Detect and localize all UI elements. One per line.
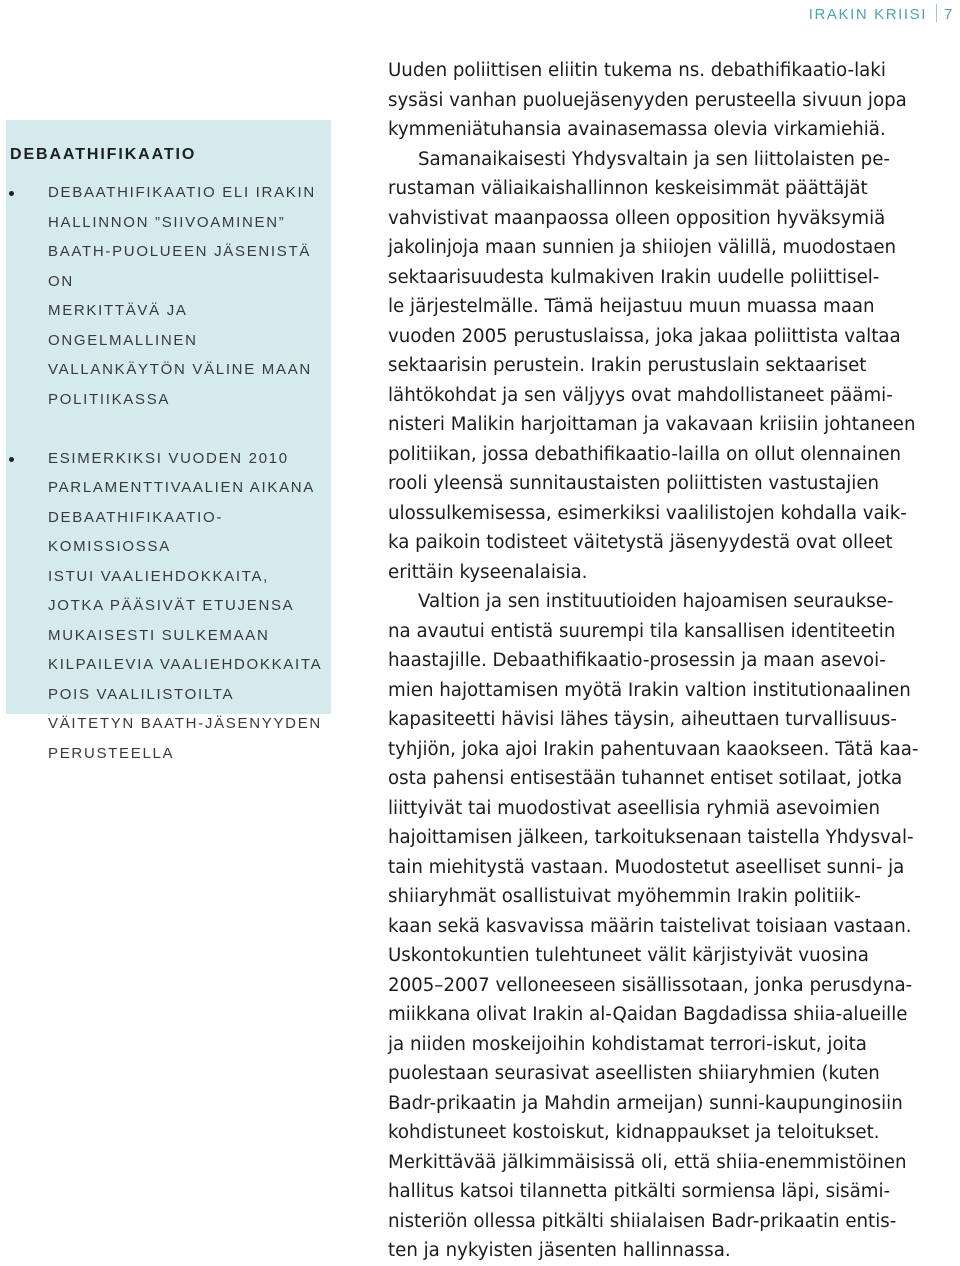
sidebar-bullet-item [6,178,331,414]
text-line: Merkittävää jälkimmäisissä oli, että shiia-enemmistöinen [388,1151,907,1173]
text-line: Uuden poliittisen eliitin tukema ns. debathifikaatio-laki [388,60,886,81]
text-line: nisteri Malikin harjoittaman ja vakavaan kriisiin johtaneen [388,414,916,435]
text-line: sektaarisin perustein. Irakin perustuslain sektaariset [388,355,867,376]
text-line: nisteriön ollessa pitkälti shiialaisen Badr-prikaatin entis- [388,1210,897,1232]
sidebar-item-text: DEBAATHIFIKAATIO ELI IRAKIN HALLINNON ”SIIVOAMINEN” BAATH-PUOLUEEN JÄSENISTÄ ON MERKITTÄVÄ JA ONGELMALLINEN VALLANKÄYTÖN VÄLINE MAAN POLITIIKASSA [48,184,316,408]
text-line: hallitus katsoi tilannetta pitkälti sormiensa läpi, sisämi- [388,1181,891,1202]
bullet-icon [9,457,14,462]
bullet-icon [9,191,14,196]
paragraph [388,587,954,1266]
text-line: hajoittamisen jälkeen, tarkoituksenaan taistella Yhdysval- [388,827,914,848]
text-line: sektaarisuudesta kulmakiven Irakin uudelle poliittisel- [388,266,880,288]
text-line: Samanaikaisesti Yhdysvaltain ja sen liittolaisten pe- [418,148,890,170]
text-line: jakolinjoja maan sunnien ja shiiojen välillä, muodostaen [388,237,897,258]
text-line: vahvistivat maanpaossa olleen opposition hyväksymiä [388,207,886,229]
text-line: rustaman väliaikaishallinnon keskeisimmät päättäjät [388,178,868,199]
text-line: Badr-prikaatin ja Mahdin armeijan) sunni-kaupunginosiin [388,1092,903,1114]
text-line: miikkana olivat Irakin al-Qaidan Bagdadissa shiia-alueille [388,1004,908,1025]
section-title: IRAKIN KRIISI [808,6,928,23]
text-line: puolestaan seurasivat aseellisten shiiaryhmien (kuten [388,1063,880,1084]
text-line: tyhjiön, joka ajoi Irakin pahentuvaan kaaokseen. Tätä kaa- [388,738,919,760]
text-line: liittyivät tai muodostivat aseellisia ryhmiä asevoimien [388,797,881,819]
text-line: rooli yleensä sunnitaustaisten poliittisten vastustajien [388,473,880,494]
text-line: Valtion ja sen instituutioiden hajoamisen seurauksе- [418,591,894,612]
running-header [809,4,954,23]
text-line: na avautui entistä suurempi tila kansallisen identiteetin [388,620,896,642]
text-line: kymmeniätuhansia avainasemassa olevia virkamiehiä. [388,119,886,140]
sidebar-box [6,120,331,762]
text-line: ten ja nykyisten jäsenten hallinnassa. [388,1240,731,1261]
text-line: Uskontokuntien tulehtuneet välit kärjistyivät vuosina [388,945,869,966]
text-line: tain miehitystä vastaan. Muodostetut aseelliset sunni- ja [388,856,905,878]
text-line: kaan sekä kasvavissa määrin taistelivat toisiaan vastaan. [388,915,912,937]
sidebar-title: DEBAATHIFIKAATIO [10,146,197,163]
text-line: sysäsi vanhan puoluejäsenyyden perusteella sivuun jopa [388,89,907,111]
text-line: 2005–2007 velloneeseen sisällissotaan, jonka perusdyna- [388,974,913,996]
article-body [388,56,954,1266]
text-line: erittäin kyseenalaisia. [388,561,588,583]
text-line: politiikan, jossa debathifikaatio-lailla on ollut olennainen [388,443,902,465]
text-line: osta pahensi entisestään tuhannet entiset sotilaat, jotka [388,768,903,789]
text-line: le järjestelmälle. Tämä heijastuu muun muassa maan [388,296,875,317]
text-line: ja niiden moskeijoihin kohdistamat terrori-iskut, joita [388,1033,867,1055]
text-line: ka paikoin todisteet väitetystä jäsenyydestä ovat olleet [388,532,893,553]
text-line: ulossulkemisessa, esimerkiksi vaalilistojen kohdalla vaik- [388,502,907,524]
sidebar-bullet-item [6,444,331,769]
header-divider [936,4,937,22]
sidebar-list [6,178,331,768]
text-line: haastajille. Debaathifikaatio-prosessin ja maan asevoi- [388,650,886,671]
paragraph [388,56,954,145]
text-line: kapasiteetti hävisi lähes täysin, aiheuttaen turvallisuus- [388,709,897,730]
text-line: shiiaryhmät osallistuivat myöhemmin Irakin politiik- [388,886,861,907]
text-line: mien hajottamisen myötä Irakin valtion institutionaalinen [388,679,911,701]
sidebar-item-text: ESIMERKIKSI VUODEN 2010 PARLAMENTTIVAALIEN AIKANA DEBAATHIFIKAATIO-KOMISSIOSSA ISTUI VAALIEHDOKKAITA, JOTKA PÄÄSIVÄT ETUJENSA MUKAISESTI SULKEMAAN KILPAILEVIA VAALIEHDOKKAITA POIS VAALILISTOILTA VÄITETYN BAATH-JÄSENYYDEN PERUSTEELLA [48,449,323,762]
text-line: vuoden 2005 perustuslaissa, joka jakaa poliittista valtaa [388,325,901,347]
text-line: lähtökohdat ja sen väljyys ovat mahdollistaneet päämi- [388,384,893,406]
text-line: kohdistuneet kostoiskut, kidnappaukset ja teloitukset. [388,1122,880,1143]
paragraph [388,145,954,588]
page-number: 7 [944,6,954,23]
